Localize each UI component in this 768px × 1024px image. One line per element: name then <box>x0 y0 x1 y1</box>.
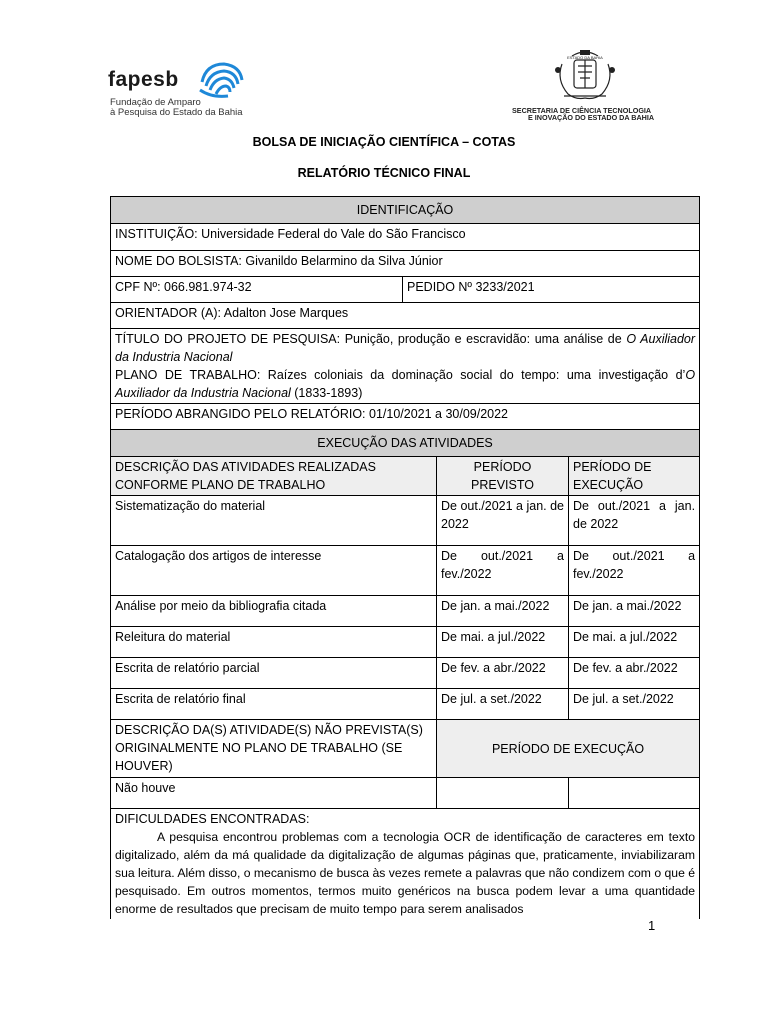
work-plan-label: PLANO DE TRABALHO: Raízes coloniais da dominação social do tempo: uma investigação d’ <box>115 368 686 382</box>
planned-period-cell: De jul. a set./2022 <box>437 689 569 720</box>
fapesb-logo <box>108 60 258 120</box>
project-and-plan-field <box>111 329 700 404</box>
activity-cell: Catalogação dos artigos de interesse <box>111 546 437 596</box>
cpf-field: CPF Nº: 066.981.974-32 <box>111 277 403 303</box>
activity-cell: Escrita de relatório final <box>111 689 437 720</box>
secti-logo <box>510 50 660 122</box>
executed-period-cell: De jan. a mai./2022 <box>569 596 700 627</box>
planned-period-cell: De jan. a mai./2022 <box>437 596 569 627</box>
unplanned-activities-header: DESCRIÇÃO DA(S) ATIVIDADE(S) NÃO PREVISTA(S) ORIGINALMENTE NO PLANO DE TRABALHO (SE HOUVER) <box>111 720 437 778</box>
executed-period-cell: De out./2021 a fev./2022 <box>569 546 700 596</box>
fapesb-globe-icon <box>196 60 246 100</box>
unplanned-activities-value: Não houve <box>111 778 437 809</box>
project-title-italic: O Auxiliador da Industria Nacional <box>115 332 696 364</box>
institution-field: INSTITUIÇÃO: Universidade Federal do Vale do São Francisco <box>111 224 700 251</box>
request-number-field: PEDIDO Nº 3233/2021 <box>403 277 700 303</box>
activity-cell: Escrita de relatório parcial <box>111 658 437 689</box>
activity-description-header: DESCRIÇÃO DAS ATIVIDADES REALIZADAS CONFORME PLANO DE TRABALHO <box>111 457 437 496</box>
fapesb-wordmark: fapesb <box>108 68 179 91</box>
report-period-field: PERÍODO ABRANGIDO PELO RELATÓRIO: 01/10/2021 a 30/09/2022 <box>111 404 700 430</box>
executed-period-cell: De jul. a set./2022 <box>569 689 700 720</box>
project-title-label: TÍTULO DO PROJETO DE PESQUISA: Punição, produção e escravidão: uma análise de <box>115 332 627 346</box>
fapesb-subtitle-line1: Fundação de Amparo <box>110 97 201 108</box>
bahia-coat-of-arms-icon <box>550 50 620 104</box>
activity-cell: Análise por meio da bibliografia citada <box>111 596 437 627</box>
identification-header: IDENTIFICAÇÃO <box>111 197 700 224</box>
seal-text: ESTADO DA BAHIA <box>567 55 603 60</box>
advisor-field: ORIENTADOR (A): Adalton Jose Marques <box>111 303 700 329</box>
unplanned-period-empty <box>437 778 569 809</box>
planned-period-cell: De out./2021 a jan. de 2022 <box>437 496 569 546</box>
planned-period-cell: De fev. a abr./2022 <box>437 658 569 689</box>
activity-cell: Sistematização do material <box>111 496 437 546</box>
secti-name-line1: SECRETARIA DE CIÊNCIA TECNOLOGIA <box>512 106 652 115</box>
planned-period-header: PERÍODO PREVISTO <box>437 457 569 496</box>
fapesb-subtitle-line2: à Pesquisa do Estado da Bahia <box>110 107 243 118</box>
difficulties-header: DIFICULDADES ENCONTRADAS: <box>115 812 310 826</box>
document-subtitle: RELATÓRIO TÉCNICO FINAL <box>297 166 471 180</box>
work-plan-years: (1833-1893) <box>290 386 363 400</box>
report-table <box>110 196 700 919</box>
planned-period-cell: De mai. a jul./2022 <box>437 627 569 658</box>
work-plan-italic: O Auxiliador da Industria Nacional <box>115 368 696 400</box>
executed-period-cell: De out./2021 a jan. de 2022 <box>569 496 700 546</box>
executed-period-header: PERÍODO DE EXECUÇÃO <box>569 457 700 496</box>
student-name-field: NOME DO BOLSISTA: Givanildo Belarmino da Silva Júnior <box>111 251 700 277</box>
executed-period-cell: De fev. a abr./2022 <box>569 658 700 689</box>
project-title <box>115 330 695 366</box>
secti-name-line2: E INOVAÇÃO DO ESTADO DA BAHIA <box>528 113 655 122</box>
unplanned-period-header: PERÍODO DE EXECUÇÃO <box>437 720 700 778</box>
activity-cell: Releitura do material <box>111 627 437 658</box>
executed-period-cell: De mai. a jul./2022 <box>569 627 700 658</box>
difficulties-text: A pesquisa encontrou problemas com a tecnologia OCR de identificação de caracteres em texto digitalizado, além da má qualidade da digitalização de algumas páginas que, praticamente, inviabilizaram sua leitura. Além disso, o mecanismo de busca às vezes remete a palavras que não condizem com o que é pesquisado. Em outros momentos, termos muito genéricos na busca podem levar a uma quantidade enorme de resultados que precisam de muito tempo para serem analisados <box>115 830 696 916</box>
page-number: 1 <box>648 918 656 933</box>
execution-header: EXECUÇÃO DAS ATIVIDADES <box>111 430 700 457</box>
difficulties-section <box>111 809 700 920</box>
planned-period-cell: De out./2021 a fev./2022 <box>437 546 569 596</box>
unplanned-period-empty-2 <box>569 778 700 809</box>
document-title: BOLSA DE INICIAÇÃO CIENTÍFICA – COTAS <box>252 135 516 149</box>
work-plan <box>115 366 695 402</box>
